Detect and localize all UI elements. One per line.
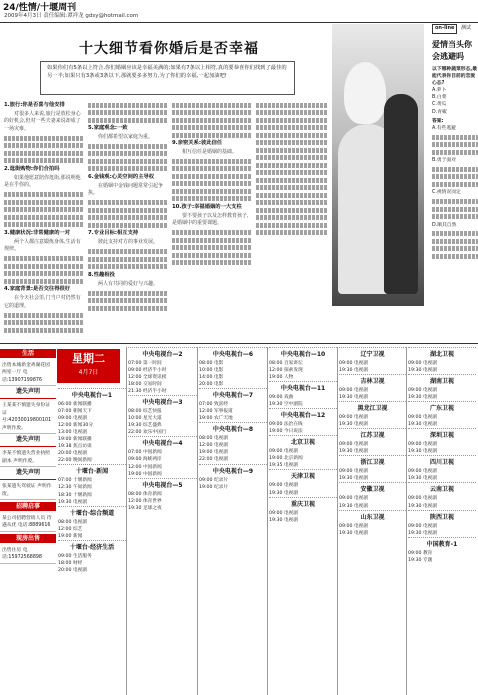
tv-channel-name: 中央电视台—5 xyxy=(128,478,197,491)
tv-program: 19:00 北京新闻 xyxy=(269,456,303,462)
tv-channel-name: 中央电视台—11 xyxy=(269,381,337,394)
tv-program: 12:00 全球资讯榜 xyxy=(128,375,167,381)
tv-channel-name: 安徽卫视 xyxy=(339,482,406,495)
quiz-option: C.黄瓜 xyxy=(432,102,447,108)
notice-text: 李某不慎遗失营业执照副本 声明作废。 xyxy=(0,449,56,467)
tv-program: 19:30 电视剧 xyxy=(408,395,438,401)
tv-program: 09:00 戏曲 xyxy=(269,395,294,401)
tv-program: 12:00 探索发现 xyxy=(269,368,303,374)
tv-program: 19:00 电视剧 xyxy=(199,450,229,456)
classified-bar: 生活 xyxy=(0,349,56,358)
tv-program: 13:00 电视剧 xyxy=(58,430,88,436)
tv-program: 07:00 第一时间 xyxy=(128,361,162,366)
section-body: 相互信任是婚姻的基础。 xyxy=(182,148,238,155)
tv-date-banner xyxy=(57,349,120,383)
tv-program: 07:00 致富经 xyxy=(199,402,229,408)
tv-program: 09:00 电视剧 xyxy=(339,442,369,448)
tv-channel-name: 中央电视台—9 xyxy=(199,464,267,477)
tv-program: 09:00 电视剧 xyxy=(269,510,299,516)
couple-photo xyxy=(332,24,424,306)
tv-channel-name: 十堰台·新闻 xyxy=(58,464,126,477)
tv-program: 12:30 午间新闻 xyxy=(58,485,92,491)
notice-heading: 遗失声明 xyxy=(0,434,56,447)
tv-channel-name: 中央电视台—10 xyxy=(269,347,337,360)
tv-channel-name: 中央电视台—8 xyxy=(199,422,267,435)
tv-program: 09:00 纪录片 xyxy=(199,477,229,483)
section-body: 两个人都注意锻炼身体,生活有规律。 xyxy=(4,238,81,253)
quiz-panel xyxy=(428,24,478,309)
tv-channel-name: 中央电视台—3 xyxy=(128,395,197,408)
tv-channel-name: 中国教育-1 xyxy=(408,537,476,550)
quiz-option: B.白菜 xyxy=(432,95,447,101)
notice-heading: 遗失声明 xyxy=(0,386,56,399)
tv-program: 12:00 体育世界 xyxy=(128,498,162,504)
tv-program: 19:30 电视剧 xyxy=(269,517,299,523)
tv-program: 08:00 电视剧 xyxy=(199,436,229,442)
section-body: 在今天社会里,门当户对仍然有它的道理。 xyxy=(4,295,81,309)
tv-channel-name: 中央电视台—4 xyxy=(128,436,197,449)
tv-channel-name: 十堰台·综合频道 xyxy=(58,506,126,519)
tv-program: 09:00 电视剧 xyxy=(339,415,369,421)
tv-program: 19:30 电视剧 xyxy=(408,530,438,536)
classified-text: 某公司招聘营销人员 待遇从优 电话:8889616 xyxy=(0,514,56,532)
tv-program: 08:00 百家讲坛 xyxy=(269,361,303,366)
tv-program: 19:30 电视剧 xyxy=(339,368,369,374)
tv-channel-name: 山东卫视 xyxy=(339,510,406,523)
tv-program: 09:00 电视剧 xyxy=(408,361,438,366)
tv-channel-name: 辽宁卫视 xyxy=(339,347,406,360)
classified-text: 出售住房 电话:15972568898 xyxy=(0,546,56,564)
tv-column xyxy=(199,347,267,654)
tv-channel-name: 中央电视台—7 xyxy=(199,388,267,401)
tv-channel-name: 云南卫视 xyxy=(408,482,476,495)
quiz-option: D.青椒 xyxy=(432,109,447,115)
tv-column xyxy=(408,347,476,654)
tv-program: 19:30 电视剧 xyxy=(408,422,438,428)
section-body: 在婚姻中金钱问题常常引起争执。 xyxy=(88,182,164,197)
tv-channel-name: 陕西卫视 xyxy=(408,510,476,523)
section-heading: 4.家庭背景:是否交往得很好 xyxy=(4,286,71,293)
tv-column-divider xyxy=(267,347,268,695)
tv-program: 19:30 电视剧 xyxy=(408,476,438,482)
article-lead: 如果你们有5条以上符合,你们婚姻应该是幸福美满的;如果有7条以上相符,真的要恭喜你们找到了最佳的另一半;如果只有3条或3条以下,那就要多多努力,为了你们的幸福,一起加油吧! xyxy=(40,61,295,95)
section-body: 如果他愿意陪你逛街,那说明他是在乎你的。 xyxy=(4,174,81,189)
quiz-answer-label: 答案: xyxy=(432,118,444,124)
woman-head xyxy=(344,62,386,124)
tv-program: 09:00 电视剧 xyxy=(339,469,369,475)
tv-channel-name: 天津卫视 xyxy=(269,469,337,482)
tv-program: 20:00 电视剧 xyxy=(58,451,88,457)
tv-program: 19:00 人物 xyxy=(269,375,294,381)
tv-program: 19:00 中国新闻 xyxy=(128,471,162,477)
tv-column xyxy=(58,388,126,695)
tv-program: 19:00 新闻 xyxy=(58,533,83,539)
article-column-2 xyxy=(88,100,168,340)
tv-program: 09:00 电视剧 xyxy=(339,523,369,529)
notice-heading: 遗失声明 xyxy=(0,467,56,480)
tv-program: 19:30 电视剧 xyxy=(269,490,299,496)
tv-date: 4月7日 xyxy=(78,368,99,376)
tv-program: 18:00 财经 xyxy=(58,560,83,566)
quiz-tag-label: 测试 xyxy=(460,25,471,31)
tv-program: 10:00 电影 xyxy=(199,368,224,374)
tv-channel-name: 重庆卫视 xyxy=(269,497,337,510)
tv-program: 19:30 电视剧 xyxy=(58,499,88,505)
quiz-answer: C.视情况而定 xyxy=(432,190,461,196)
tv-program: 19:30 专题 xyxy=(408,557,433,563)
tv-program: 19:30 电视剧 xyxy=(339,449,369,455)
tv-program: 09:00 电视剧 xyxy=(269,483,299,489)
notice-text: 王某某不慎遗失身份证 证号:42030019800101 声明作废。 xyxy=(0,401,56,434)
tv-program: 09:00 电视剧 xyxy=(269,449,299,455)
tv-program: 22:00 晚间新闻 xyxy=(58,458,92,464)
section-heading: 3.健康状况:非常健康的一对 xyxy=(4,229,71,236)
section-heading: 9.亲密关系:彼此信任 xyxy=(172,140,223,146)
tv-column-divider xyxy=(197,347,198,695)
classified-bar: 现房出售 xyxy=(0,534,56,543)
classified-bar: 招聘启事 xyxy=(0,502,56,511)
tv-program: 09:00 电视剧 xyxy=(408,388,438,394)
quiz-option: A.萝卜 xyxy=(432,88,447,94)
section-heading: 2.逛街购物:你们合拍吗 xyxy=(4,165,60,172)
tv-channel-name: 十堰台·经济生活 xyxy=(58,540,126,553)
section-body: 你们都希望以家庭为重。 xyxy=(98,133,154,140)
tv-channel-name: 四川卫视 xyxy=(408,455,476,468)
tv-program: 22:00 欢乐中国行 xyxy=(128,430,167,436)
tv-program: 19:30 电视剧 xyxy=(339,476,369,482)
tv-program: 19:30 足球之夜 xyxy=(128,505,162,511)
tv-program: 09:00 电视剧 xyxy=(408,415,438,421)
section-heading: 1.旅行:你是否喜与他安排 xyxy=(4,102,65,108)
tv-program: 19:30 电视剧 xyxy=(408,503,438,509)
tv-channel-name: 深圳卫视 xyxy=(408,428,476,441)
tv-column xyxy=(269,347,337,654)
tv-program: 09:00 电视剧 xyxy=(408,523,438,529)
quiz-answer: A.有些逃避 xyxy=(432,126,456,131)
tv-program: 09:00 电视剧 xyxy=(408,469,438,475)
tv-channel-name: 江苏卫视 xyxy=(339,428,406,441)
tv-channel-name: 中央电视台—2 xyxy=(128,347,197,360)
mid-divider xyxy=(0,343,478,344)
tv-program: 20:00 电影 xyxy=(199,382,224,388)
tv-channel-name: 北京卫视 xyxy=(269,435,337,448)
tv-program: 18:30 十堰新闻 xyxy=(58,492,92,498)
article-column-1 xyxy=(4,100,84,340)
tv-program: 09:00 生活服务 xyxy=(58,553,92,559)
tv-weekday: 星期二 xyxy=(72,352,105,365)
tv-program: 12:00 中国新闻 xyxy=(128,464,162,470)
tv-channel-name: 中央电视台—6 xyxy=(199,347,267,360)
tv-program: 19:30 电视剧 xyxy=(339,422,369,428)
tv-program: 09:00 电视剧 xyxy=(408,496,438,502)
tv-column xyxy=(339,347,406,654)
tv-program: 09:00 教育 xyxy=(408,550,433,556)
tv-program: 09:00 经济半小时 xyxy=(128,368,167,374)
tv-column-divider xyxy=(406,347,407,695)
section-heading: 10.孩子:幸福婚姻的一大支柱 xyxy=(172,203,242,210)
tv-program: 09:00 海峡两岸 xyxy=(128,457,162,463)
tv-program: 07:00 中国新闻 xyxy=(128,450,162,456)
tv-program: 19:30 电视剧 xyxy=(339,530,369,536)
section-title: 24/性情/十堰周刊 xyxy=(3,3,77,13)
tv-program: 19:30 综艺盛典 xyxy=(128,423,162,429)
tv-program: 19:00 新闻联播 xyxy=(58,437,92,443)
tv-column-divider xyxy=(337,347,338,695)
issue-meta: 2009年4月3日 责任编辑:谭祥龙 gdsy@hotmail.com xyxy=(4,13,139,19)
tv-program: 19:30 电视剧 xyxy=(408,449,438,455)
tv-program: 12:00 军事报道 xyxy=(199,409,233,415)
tv-program: 20:00 电视剧 xyxy=(58,567,88,573)
tv-column xyxy=(128,347,197,654)
tv-program: 19:30 电视剧 xyxy=(339,395,369,401)
tv-program: 10:00 星光大道 xyxy=(128,416,162,422)
tv-program: 09:00 电视剧 xyxy=(339,496,369,502)
tv-program: 09:00 电视剧 xyxy=(339,388,369,394)
tv-program: 19:30 空中剧院 xyxy=(269,402,303,408)
tv-program: 21:30 经济半小时 xyxy=(128,389,167,395)
section-body: 对很多人来说,旅行是放松身心的好机会,但对一些夫妻来说却成了一场灾难。 xyxy=(4,110,81,132)
tv-channel-name: 中央电视台—12 xyxy=(269,408,337,421)
tv-program: 09:00 法治在线 xyxy=(269,422,303,428)
quiz-answer: D.顺其自然 xyxy=(432,222,457,228)
header-divider xyxy=(0,22,478,23)
tv-program: 18:00 交易时间 xyxy=(128,382,162,388)
tv-channel-name: 吉林卫视 xyxy=(339,374,406,387)
quiz-answer: B.勇于面对 xyxy=(432,158,457,164)
section-heading: 6.金钱观:心灵空间的主导权 xyxy=(88,173,155,180)
tv-channel-name: 中央电视台—1 xyxy=(58,388,126,401)
tv-program: 07:00 十堰新闻 xyxy=(58,478,92,484)
section-body: 两人有共同的爱好与兴趣。 xyxy=(98,280,159,287)
tv-program: 12:00 新闻30分 xyxy=(58,423,94,429)
tv-program: 19:00 纪录片 xyxy=(199,484,229,490)
tv-program: 12:00 电视剧 xyxy=(199,443,229,449)
tv-program: 19:38 焦点访谈 xyxy=(58,444,92,450)
tv-program: 12:00 综艺 xyxy=(58,526,83,532)
quiz-tag: on-line xyxy=(432,24,457,34)
classifieds-sidebar xyxy=(0,347,56,695)
tv-program: 19:35 电视剧 xyxy=(269,463,299,469)
tv-program: 06:00 新闻联播 xyxy=(58,402,92,407)
tv-program: 08:00 体育新闻 xyxy=(128,491,162,497)
tv-program: 09:00 电视剧 xyxy=(58,416,88,422)
tv-channel-name: 黑龙江卫视 xyxy=(339,401,406,414)
tv-program: 09:00 电视剧 xyxy=(408,442,438,448)
tv-channel-name: 广东卫视 xyxy=(408,401,476,414)
tv-channel-name: 湖北卫视 xyxy=(408,347,476,360)
article-title: 十大细节看你婚后是否幸福 xyxy=(79,41,259,57)
man-figure xyxy=(384,94,418,294)
article-column-4 xyxy=(256,100,328,340)
quiz-question: 以下哪种蔬菜形态,最能代表你目前的恋爱心态? xyxy=(432,66,477,86)
tv-program: 09:00 电视剧 xyxy=(339,361,369,366)
quiz-title: 爱情当头你会逃避吗 xyxy=(432,39,472,61)
page-header xyxy=(0,0,478,22)
notice-text: 张某遗失驾驶证 声明作废。 xyxy=(0,482,56,500)
tv-program: 08:00 电影 xyxy=(199,361,224,366)
tv-program: 19:00 今日说法 xyxy=(269,429,303,435)
tv-channel-name: 湖南卫视 xyxy=(408,374,476,387)
section-heading: 8.性趣相投 xyxy=(88,271,115,278)
tv-channel-name: 浙江卫视 xyxy=(339,455,406,468)
section-heading: 5.家庭观念:一致 xyxy=(88,125,128,131)
tv-program: 22:00 电视剧 xyxy=(199,457,229,463)
tv-program: 19:30 电视剧 xyxy=(408,368,438,374)
tv-program: 19:00 农广天地 xyxy=(199,416,233,422)
section-body: 要不要孩子以及怎样教育孩子,是婚姻中的重要课题。 xyxy=(172,212,249,227)
article-column-3 xyxy=(172,100,252,340)
tv-program: 14:00 电影 xyxy=(199,375,224,381)
tv-column-divider xyxy=(126,347,127,695)
classified-text: 出售本城新金鸡湖花园两室一厅 电话:13907199876 xyxy=(0,361,56,386)
section-body: 彼此支持对方的事业发展。 xyxy=(98,239,159,246)
section-heading: 7.专业目标:相互支持 xyxy=(88,230,139,237)
tv-program: 19:30 电视剧 xyxy=(339,503,369,509)
tv-program: 08:00 电视剧 xyxy=(58,519,88,525)
tv-program: 08:00 综艺快报 xyxy=(128,409,162,415)
tv-program: 07:00 朝闻天下 xyxy=(58,409,92,415)
